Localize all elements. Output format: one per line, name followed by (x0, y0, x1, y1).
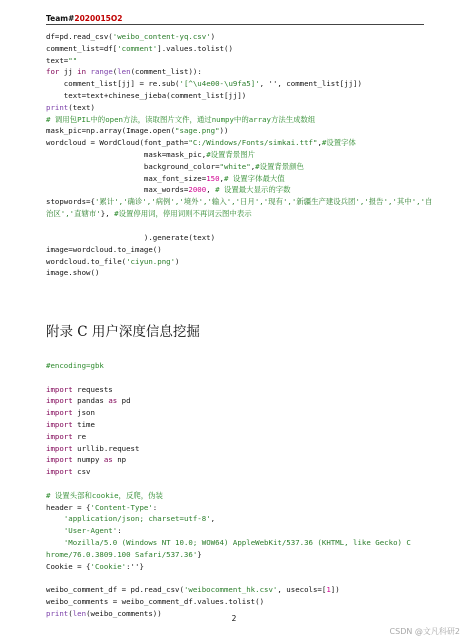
code-line (46, 256, 434, 268)
code-token: import (46, 455, 73, 465)
code-line (46, 43, 434, 55)
code-token: 'application/json; charset=utf-8' (63, 514, 211, 524)
code-token: pd (117, 396, 131, 406)
code-line (46, 55, 434, 67)
code-token: print (46, 608, 69, 618)
code-line (46, 513, 434, 525)
code-line (46, 407, 434, 419)
code-token (46, 526, 64, 535)
code-token: ( (68, 608, 73, 618)
code-token: re (72, 431, 87, 441)
section-heading: 附录 C 用户深度信息挖掘 (46, 324, 200, 340)
code-token: "" (68, 55, 78, 65)
code-token: import (46, 431, 73, 441)
code-token: #设置停用词，停用词则不再词云图中表示 (114, 208, 252, 218)
code-token: , (317, 138, 322, 148)
code-token: len (117, 67, 131, 77)
code-token: , '', comment_list[jj]) (259, 79, 362, 89)
code-token: 'weibocomment_hk.csv' (183, 585, 278, 595)
code-line (46, 173, 434, 185)
code-token: import (46, 384, 73, 394)
header-team-code: 2020015O2 (74, 14, 123, 23)
code-line (46, 137, 434, 149)
code-line (46, 31, 434, 43)
code-token: , usecols=[ (277, 585, 327, 595)
code-line (46, 372, 434, 384)
code-token: '[^\u4e00-\u9fa5]' (179, 79, 260, 89)
code-token: 'comment' (117, 43, 158, 53)
code-token: pandas (72, 396, 109, 406)
code-token: 'Mozilla/5.0 (Windows NT 10.0; WOW64) AppleWebKit/537.36 (KHTML, like Gecko) C (63, 537, 411, 547)
code-token: max_font_size= (46, 173, 207, 183)
code-line (46, 549, 434, 561)
code-token: import (46, 408, 73, 418)
code-token: in (77, 67, 87, 77)
code-line (46, 161, 434, 173)
code-token: wordcloud = WordCloud(font_path= (46, 138, 189, 148)
code-token: for (46, 67, 60, 77)
code-line (46, 431, 434, 443)
code-token: comment_list[jj] = re.sub( (46, 79, 180, 89)
code-line (46, 454, 434, 466)
code-line (46, 360, 434, 372)
code-line (46, 66, 434, 78)
code-token: "white" (219, 161, 251, 171)
code-token: # 设置头部和cookie，反爬，伪装 (46, 490, 163, 500)
code-token: header = { (46, 502, 91, 512)
code-token: numpy (72, 455, 104, 465)
code-line (46, 267, 434, 279)
code-token: image.show() (46, 268, 100, 278)
code-token: import (46, 396, 73, 406)
code-token: ].values.tolist() (157, 43, 233, 53)
code-token: #设置字体 (321, 138, 356, 148)
code-token: 'Content-Type' (90, 502, 153, 512)
code-token: mask=mask_pic, (46, 149, 207, 159)
code-token: time (72, 419, 95, 429)
code-token: background_color= (46, 161, 220, 171)
code-token: stopwords={ (46, 197, 95, 206)
code-token: (text) (68, 102, 95, 112)
code-line (46, 232, 434, 244)
code-token: #设置背景颜色 (255, 161, 304, 171)
code-token: } (197, 549, 202, 559)
code-line (46, 572, 434, 584)
code-token: len (72, 608, 87, 618)
code-token: (comment_list)): (130, 67, 202, 77)
code-token: '累计','确诊','病例','境外','输入','日月','现有','新疆生产建设兵团','报告','其中','自治区','直辖市' (46, 197, 433, 218)
code-token: , (219, 173, 224, 183)
code-token: range (90, 67, 113, 77)
code-line (46, 525, 434, 537)
code-token: 'ciyun.png' (126, 256, 176, 266)
code-line (46, 384, 434, 396)
page-number: 2 (231, 614, 237, 623)
code-line (46, 596, 434, 608)
code-token: mask_pic=np.array(Image.open( (46, 126, 176, 136)
code-token: json (72, 408, 95, 418)
code-token: as (103, 455, 113, 465)
code-line (46, 466, 434, 478)
code-token: jj (59, 67, 78, 77)
code-token: import (46, 467, 73, 477)
code-token: , (210, 514, 216, 524)
code-token: 1 (326, 585, 331, 595)
code-token: comment_list=df[ (46, 43, 118, 53)
code-block-wordcloud-end (46, 232, 434, 279)
code-token (46, 514, 64, 523)
code-token: : (117, 526, 122, 536)
code-line (46, 102, 434, 114)
code-token: # 设置最大显示的字数 (215, 185, 291, 195)
code-token: import (46, 443, 73, 453)
code-token: urllib.request (72, 443, 140, 453)
code-token: max_words= (46, 185, 189, 195)
code-stopwords-line (46, 196, 434, 220)
code-token: as (108, 396, 118, 406)
code-token: ) (175, 256, 180, 266)
code-line (46, 561, 434, 573)
code-line (46, 78, 434, 90)
code-line (46, 502, 434, 514)
code-token: ( (112, 67, 118, 77)
code-token: csv (72, 467, 91, 477)
code-token: ]) (330, 585, 340, 595)
code-line (46, 244, 434, 256)
code-token: : (152, 502, 158, 512)
code-token: #设置背景图片 (206, 149, 255, 159)
code-line (46, 443, 434, 455)
code-line (46, 584, 434, 596)
code-token: # 设置字体最大值 (224, 173, 285, 183)
code-line (46, 395, 434, 407)
code-token: weibo_comments = weibo_comment_df.values.tolist() (46, 596, 265, 606)
code-line (46, 537, 434, 549)
page-header (46, 14, 123, 23)
code-token: requests (72, 384, 113, 394)
header-rule (46, 24, 424, 25)
code-line (46, 184, 434, 196)
watermark: CSDN @文凡科研2 (389, 627, 460, 636)
code-token: 'weibo_content-yq.csv' (112, 32, 211, 41)
code-token: text=text+chinese_jieba(comment_list[jj]) (46, 90, 247, 100)
code-token: , (206, 185, 216, 195)
code-token: 2000 (188, 185, 207, 195)
code-line (46, 419, 434, 431)
code-token: text= (46, 55, 69, 65)
code-token: wordcloud.to_file( (46, 256, 127, 266)
code-token: image=wordcloud.to_image() (46, 244, 162, 254)
code-line (46, 149, 434, 161)
code-token: )) (219, 126, 229, 136)
code-token: weibo_comment_df = pd.read_csv( (46, 585, 184, 595)
code-token: ).generate(text) (46, 233, 216, 242)
code-token: ) (210, 32, 216, 41)
code-token: hrome/76.0.3809.100 Safari/537.36' (46, 549, 198, 559)
code-token: np (112, 455, 127, 465)
code-token: (weibo_comments)) (86, 608, 162, 618)
code-token: "sage.png" (175, 126, 220, 136)
code-token: df=pd.read_csv( (46, 32, 113, 41)
code-token: , (250, 161, 256, 171)
code-token: #encoding=gbk (46, 361, 104, 370)
code-token (46, 538, 64, 547)
code-token: print (46, 102, 69, 112)
code-token: :''} (126, 561, 144, 571)
code-token: 'User-Agent' (63, 526, 118, 536)
code-line (46, 196, 434, 220)
code-block-wordcloud (46, 31, 434, 196)
code-line (46, 490, 434, 502)
code-token: }, (100, 208, 115, 218)
code-block-user-mining (46, 360, 434, 620)
code-line (46, 478, 434, 490)
header-prefix: Team# (46, 14, 75, 23)
code-line (46, 90, 434, 102)
code-line (46, 125, 434, 137)
code-line (46, 114, 434, 126)
code-token: Cookie = { (46, 561, 91, 571)
code-token: 150 (206, 173, 220, 183)
code-token: # 调用包PIL中的open方法，读取图片文件，通过numpy中的array方法生成数组 (46, 114, 316, 124)
code-token: "C:/Windows/Fonts/simkai.ttf" (188, 138, 318, 148)
code-token: 'Cookie' (90, 561, 127, 571)
code-token: import (46, 419, 73, 429)
